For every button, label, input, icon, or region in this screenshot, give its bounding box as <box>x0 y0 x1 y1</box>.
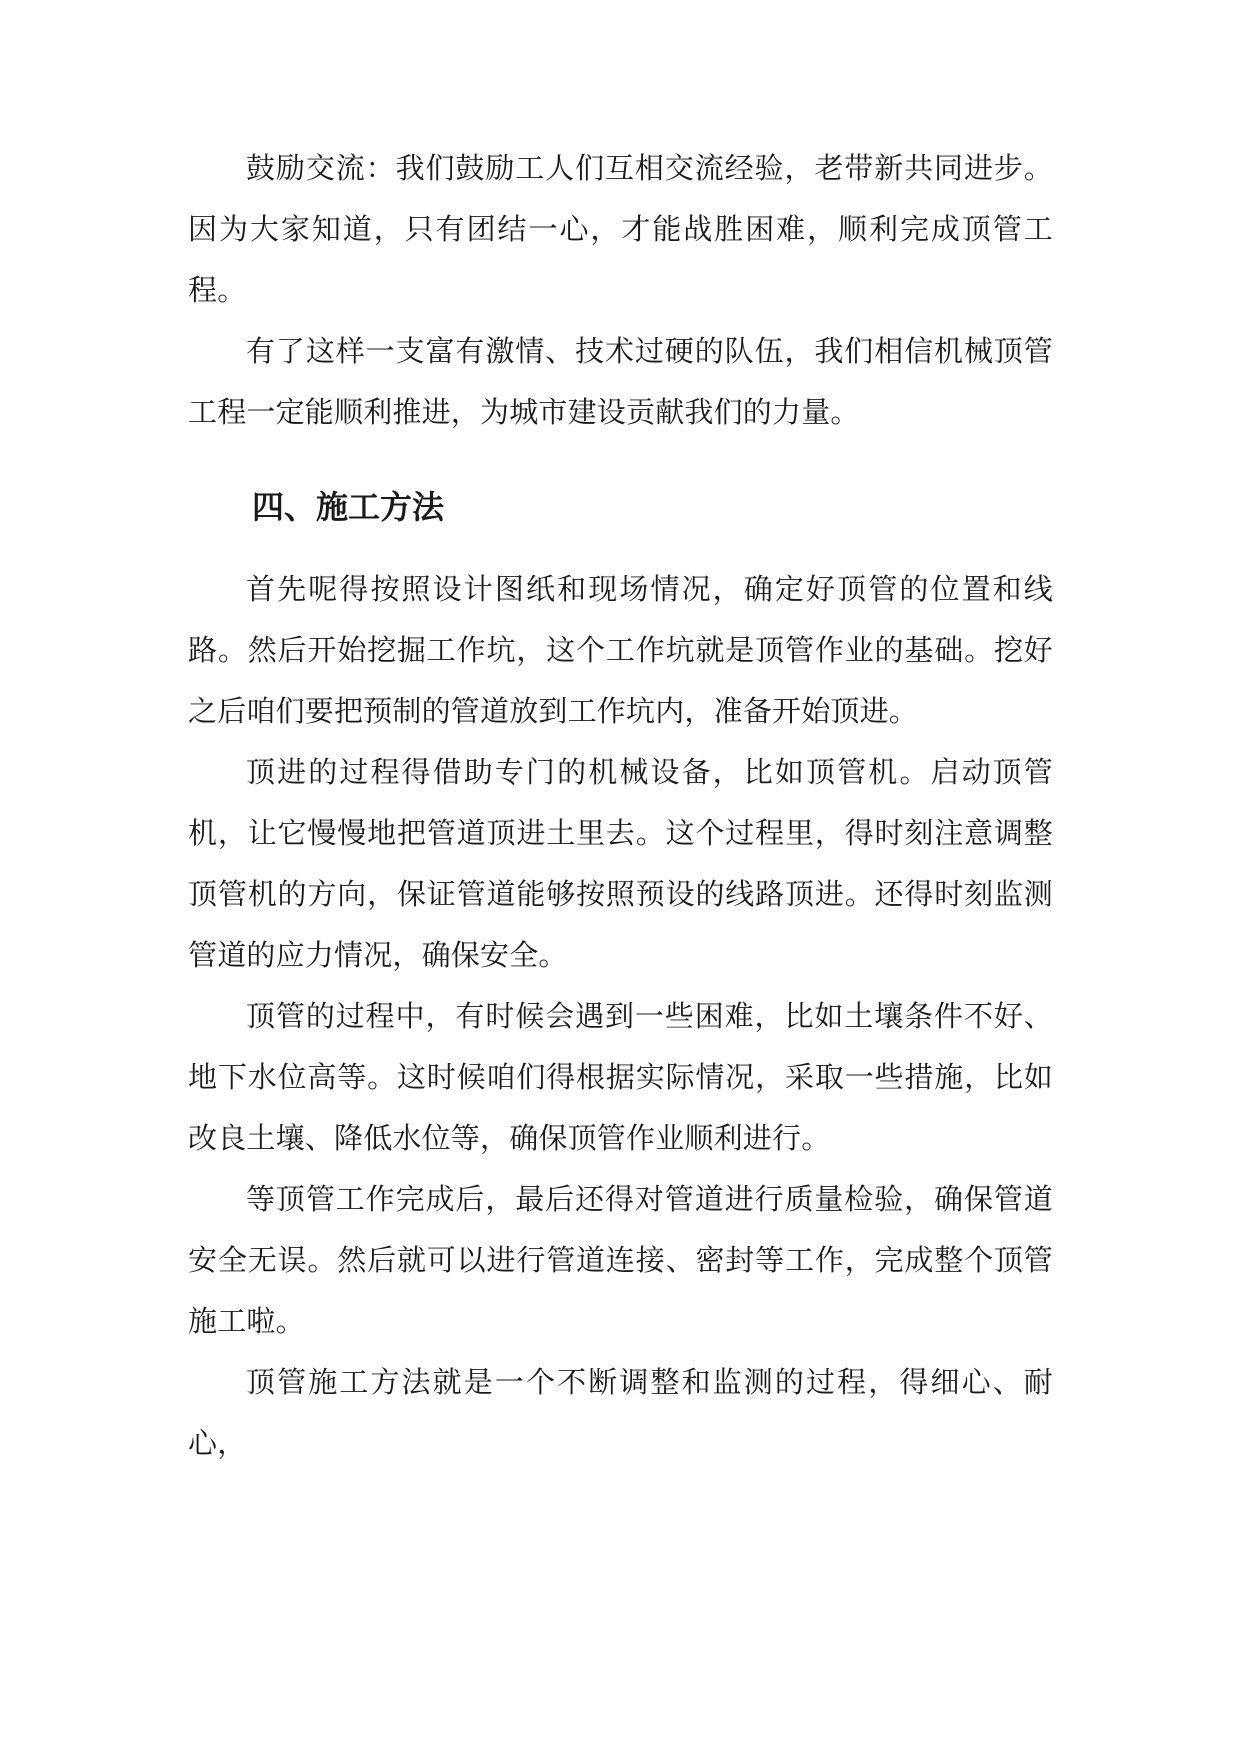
paragraph-jacking-process: 顶进的过程得借助专门的机械设备，比如顶管机。启动顶管机，让它慢慢地把管道顶进土里去。这个过程里，得时刻注意调整顶管机的方向，保证管道能够按照预设的线路顶进。还得时刻监测管道的应力情况，确保安全。 <box>188 755 1053 972</box>
paragraph-encourage-exchange: 鼓励交流：我们鼓励工人们互相交流经验，老带新共同进步。因为大家知道，只有团结一心，才能战胜困难，顺利完成顶管工程。 <box>188 151 1053 307</box>
paragraph-preparation: 首先呢得按照设计图纸和现场情况，确定好顶管的位置和线路。然后开始挖掘工作坑，这个工作坑就是顶管作业的基础。挖好之后咱们要把预制的管道放到工作坑内，准备开始顶进。 <box>188 572 1053 728</box>
paragraph-summary: 顶管施工方法就是一个不断调整和监测的过程，得细心、耐心， <box>188 1365 1053 1460</box>
document-body <box>188 138 1053 1474</box>
paragraph-difficulties: 顶管的过程中，有时候会遇到一些困难，比如土壤条件不好、地下水位高等。这时候咱们得根据实际情况，采取一些措施，比如改良土壤、降低水位等，确保顶管作业顺利进行。 <box>188 999 1053 1155</box>
paragraph-team-confidence: 有了这样一支富有激情、技术过硬的队伍，我们相信机械顶管工程一定能顺利推进，为城市建设贡献我们的力量。 <box>188 334 1053 429</box>
section-heading-construction-method: 四、施工方法 <box>252 488 445 526</box>
paragraph-quality-inspection: 等顶管工作完成后，最后还得对管道进行质量检验，确保管道安全无误。然后就可以进行管道连接、密封等工作，完成整个顶管施工啦。 <box>188 1182 1053 1338</box>
